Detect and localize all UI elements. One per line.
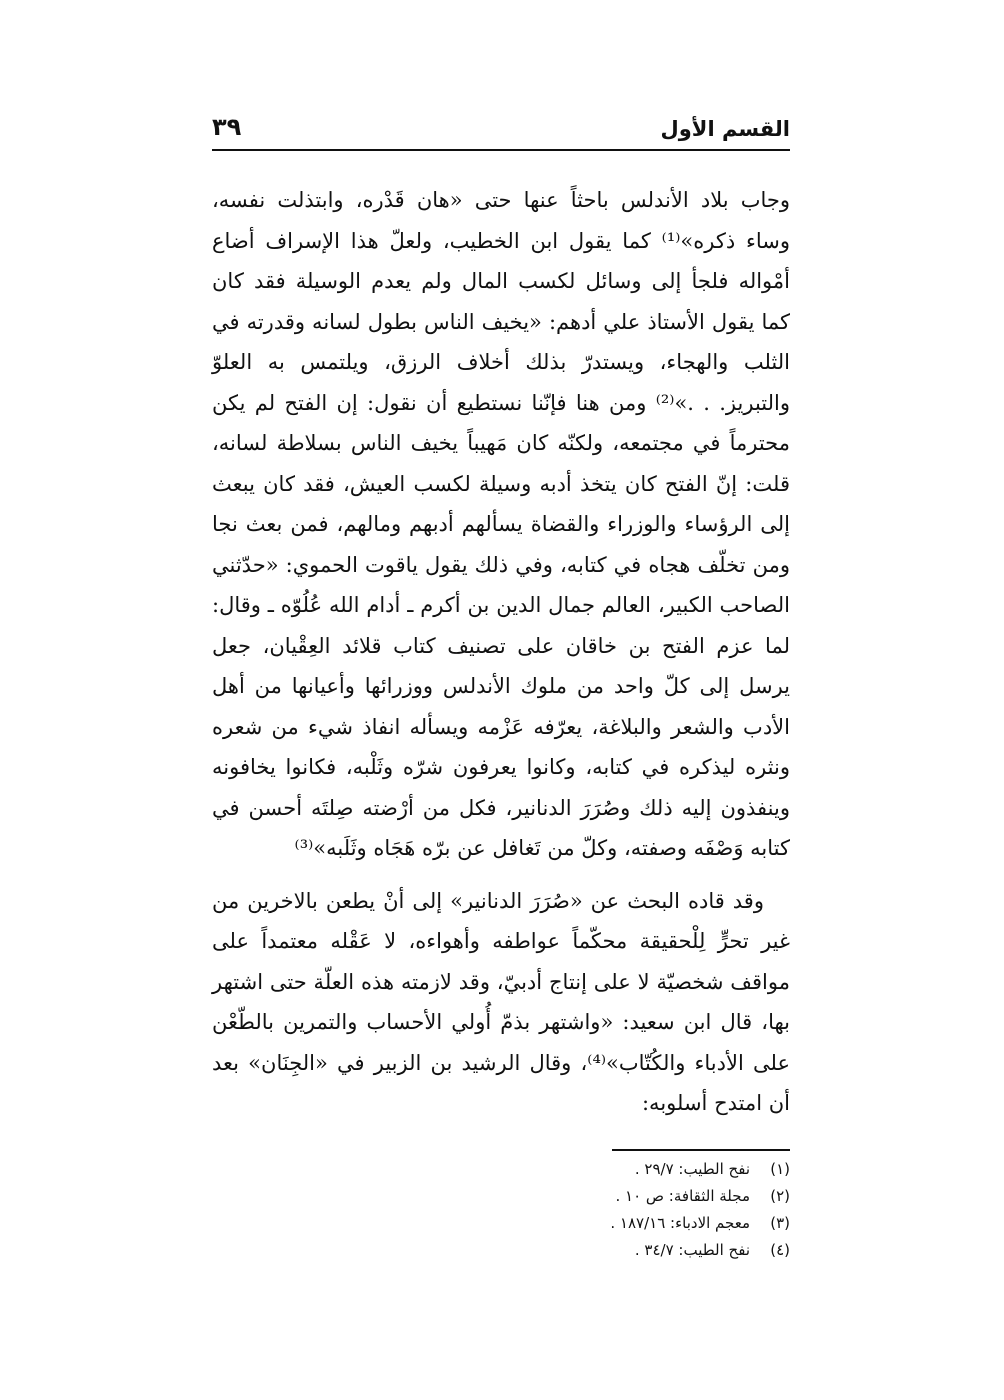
footnote-text: نفح الطيب: ٣٤/٧ . xyxy=(634,1241,750,1259)
footnote-item xyxy=(212,1237,790,1264)
footnotes xyxy=(212,1156,790,1264)
footnote-number: (١) xyxy=(770,1160,790,1178)
footnote-number: (٣) xyxy=(770,1214,790,1232)
footnote-item xyxy=(212,1210,790,1237)
footnote-item xyxy=(212,1156,790,1183)
body-paragraph-2: وقد قاده البحث عن «صُرَرَ الدنانير» إلى أنْ يطعن بالاخرين من غير تحرٍّ لِلْحقيقة محكّماً عواطفه وأهواءه، لا عَقْله معتمداً على مواقف شخصيّة لا على إنتاج أدبيّ، وقد لازمته هذه العلّة حتى اشتهر بها، قال ابن سعيد: «واشتهر بذمّ أُولي الأحساب والتمرين بالطّعْن على الأدباء والكُتّاب»⁽⁴⁾، وقال الرشيد بن الزبير في «الجِنَان» بعد أن امتدح أسلوبه: xyxy=(212,888,790,1115)
footnote-number: (٢) xyxy=(770,1187,790,1205)
header-divider xyxy=(212,149,790,151)
footnote-text: نفح الطيب: ٢٩/٧ . xyxy=(634,1160,750,1178)
page-header xyxy=(212,108,790,148)
footnote-text: مجلة الثقافة: ص ١٠ . xyxy=(615,1187,750,1205)
footnote-text: معجم الادباء: ١٨٧/١٦ . xyxy=(610,1214,750,1232)
main-text xyxy=(212,180,790,1124)
body-paragraph-1: وجاب بلاد الأندلس باحثاً عنها حتى «هان قَدْره، وابتذلت نفسه، وساء ذكره»⁽¹⁾ كما يقول ابن الخطيب، ولعلّ هذا الإسراف أضاع أمْواله فلجأ إلى وسائل لكسب المال ولم يعدم الوسيلة فقد كان كما يقول الأستاذ علي أدهم: «يخيف الناس بطول لسانه وقدرته في الثلب والهجاء، ويستدرّ بذلك أخلاف الرزق، ويلتمس به العلوّ والتبريز. . .»⁽²⁾ ومن هنا فإنّنا نستطيع أن نقول: إن الفتح لم يكن محترماً في مجتمعه، ولكنّه كان مَهيباً يخيف الناس بسلاطة لسانه، قلت: إنّ الفتح كان يتخذ أدبه وسيلة لكسب العيش، فقد كان يبعث إلى الرؤساء والوزراء والقضاة يسألهم أدبهم ومالهم، فمن بعث نجا ومن تخلّف هجاه في كتابه، وفي ذلك يقول ياقوت الحموي: «حدّثني الصاحب الكبير، العالم جمال الدين بن أكرم ـ أدام الله عُلُوّه ـ وقال: لما عزم الفتح بن خاقان على تصنيف كتاب قلائد العِقْيان، جعل يرسل إلى كلّ واحد من ملوك الأندلس ووزرائها وأعيانها من أهل الأدب والشعر والبلاغة، يعرّفه عَزْمه ويسأله انفاذ شيء من شعره ونثره ليذكره في كتابه، وكانوا يعرفون شرّه وثَلْبه، فكانوا يخافونه وينفذون إليه ذلك وصُرَرَ الدنانير، فكل من أرْضته صِلتَه أحسن في كتابه وَصْفَه وصفته، وكلّ من تَغافل عن برّه هَجَاه وثَلَبه»⁽³⁾ xyxy=(212,188,791,860)
page-number: ٣٩ xyxy=(212,113,242,141)
footnote-item xyxy=(212,1183,790,1210)
section-title: القسم الأول xyxy=(660,117,790,141)
footnote-divider xyxy=(612,1149,790,1151)
footnote-number: (٤) xyxy=(770,1241,790,1259)
